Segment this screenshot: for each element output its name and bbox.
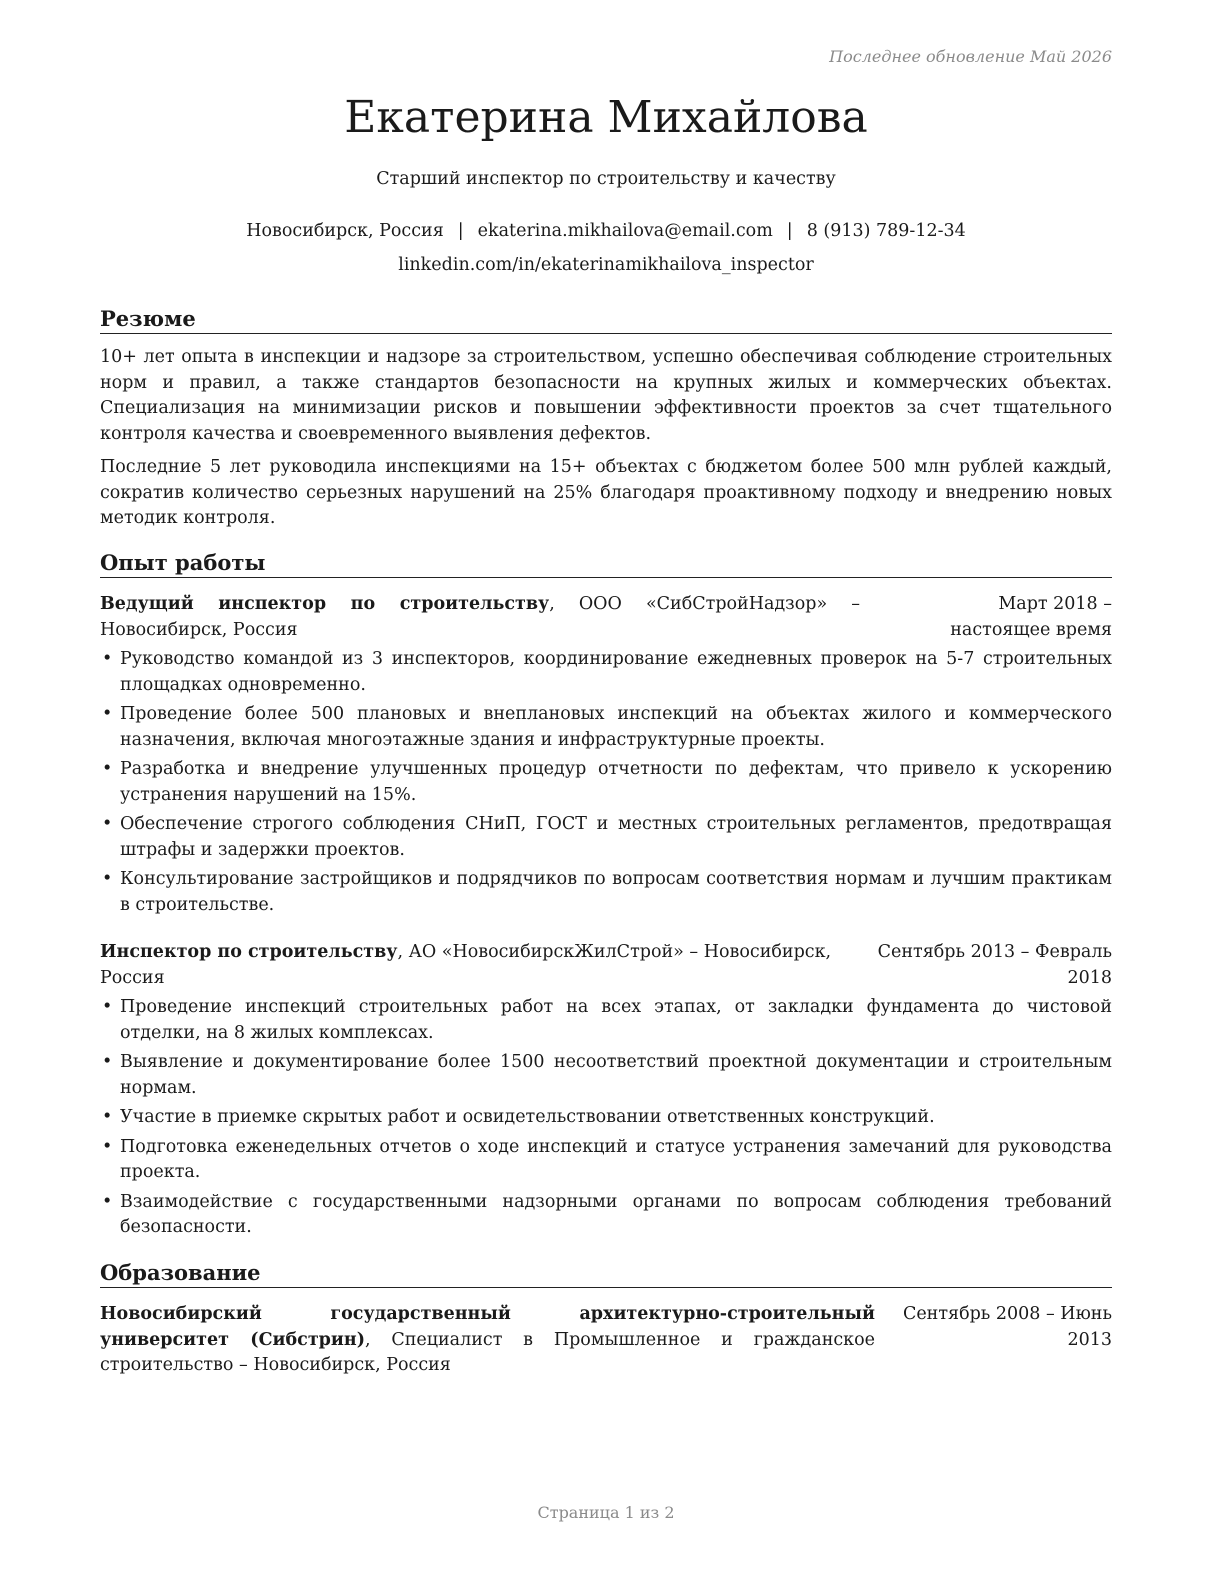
list-item: • Участие в приемке скрытых работ и освидетельствовании ответственных конструкций. xyxy=(100,1105,1112,1131)
list-item: • Консультирование застройщиков и подрядчиков по вопросам соответствия нормам и лучшим практикам в строительстве. xyxy=(100,867,1112,918)
contact-phone: 8 (913) 789-12-34 xyxy=(806,221,966,241)
summary-paragraph: Последние 5 лет руководила инспекциями на 15+ объектах с бюджетом более 500 млн рублей каждый, сократив количество серьезных нарушений на 25% благодаря проактивному подходу и внедрению новых методик контроля. xyxy=(100,457,1112,528)
summary-title: Резюме xyxy=(100,305,1112,334)
list-item: • Подготовка еженедельных отчетов о ходе инспекций и статусе устранения замечаний для руководства проекта. xyxy=(100,1135,1112,1186)
job-bullets xyxy=(100,647,1112,918)
job-role: Ведущий инспектор по строительству xyxy=(100,594,550,614)
job-dates: Март 2018 – настоящее время xyxy=(950,594,1112,640)
contact-line xyxy=(100,219,1112,245)
education-dates: Сентябрь 2008 – Июнь 2013 xyxy=(902,1304,1112,1350)
job-header xyxy=(100,940,1112,991)
job-header xyxy=(100,592,1112,643)
job-role: Инспектор по строительству xyxy=(100,942,398,962)
list-item: • Проведение инспекций строительных работ на всех этапах, от закладки фундамента до чистовой отделки, на 8 жилых комплексах. xyxy=(100,995,1112,1046)
contact-separator: | xyxy=(457,221,464,241)
education-details: , Специалист в Промышленное и гражданское строительство – Новосибирск, Россия xyxy=(100,1329,876,1375)
summary-paragraph: 10+ лет опыта в инспекции и надзоре за строительством, успешно обеспечивая соблюдение строительных норм и правил, а также стандартов безопасности на крупных жилых и коммерческих объектах. Специализация на минимизации рисков и повышении эффективности проектов за счет тщательного контроля качества и своевременного выявления дефектов. xyxy=(100,347,1112,444)
summary-section xyxy=(100,305,1112,532)
list-item: • Разработка и внедрение улучшенных процедур отчетности по дефектам, что привело к ускорению устранения нарушений на 15%. xyxy=(100,757,1112,808)
education-title: Образование xyxy=(100,1259,1112,1288)
experience-title: Опыт работы xyxy=(100,549,1112,578)
list-item: • Взаимодействие с государственными надзорными органами по вопросам соблюдения требований безопасности. xyxy=(100,1190,1112,1241)
summary-body xyxy=(100,345,1112,532)
job-entry xyxy=(100,940,1112,1241)
contact-location: Новосибирск, Россия xyxy=(246,221,444,241)
contact-email[interactable]: ekaterina.mikhailova@email.com xyxy=(477,221,773,241)
job-company: , ООО «СибСтройНадзор» – Новосибирск, Россия xyxy=(100,594,860,640)
job-company: , АО «НовосибирскЖилСтрой» – Новосибирск, Россия xyxy=(100,942,832,988)
experience-section xyxy=(100,549,1112,1245)
candidate-subtitle: Старший инспектор по строительству и качеству xyxy=(376,169,836,189)
job-dates: Сентябрь 2013 – Февраль 2018 xyxy=(877,942,1112,988)
contact-separator: | xyxy=(786,221,793,241)
contact-linkedin[interactable]: linkedin.com/in/ekaterinamikhailova_inspector xyxy=(398,255,814,275)
list-item: • Проведение более 500 плановых и внеплановых инспекций на объектах жилого и коммерческого назначения, включая многоэтажные здания и инфраструктурные проекты. xyxy=(100,702,1112,753)
job-entry xyxy=(100,592,1112,918)
education-entry xyxy=(100,1302,1112,1379)
list-item: • Выявление и документирование более 1500 несоответствий проектной документации и строительным нормам. xyxy=(100,1050,1112,1101)
job-bullets xyxy=(100,995,1112,1241)
education-section xyxy=(100,1259,1112,1379)
list-item: • Обеспечение строгого соблюдения СНиП, ГОСТ и местных строительных регламентов, предотвращая штрафы и задержки проектов. xyxy=(100,812,1112,863)
page-number: Страница 1 из 2 xyxy=(537,1503,675,1522)
last-updated-note: Последнее обновление Май 2026 xyxy=(829,47,1112,66)
list-item: • Руководство командой из 3 инспекторов, координирование ежедневных проверок на 5-7 строительных площадках одновременно. xyxy=(100,647,1112,698)
education-institution: Новосибирский государственный архитектурно-строительный университет (Сибстрин) xyxy=(100,1304,875,1350)
candidate-name: Екатерина Михайлова xyxy=(344,92,868,143)
